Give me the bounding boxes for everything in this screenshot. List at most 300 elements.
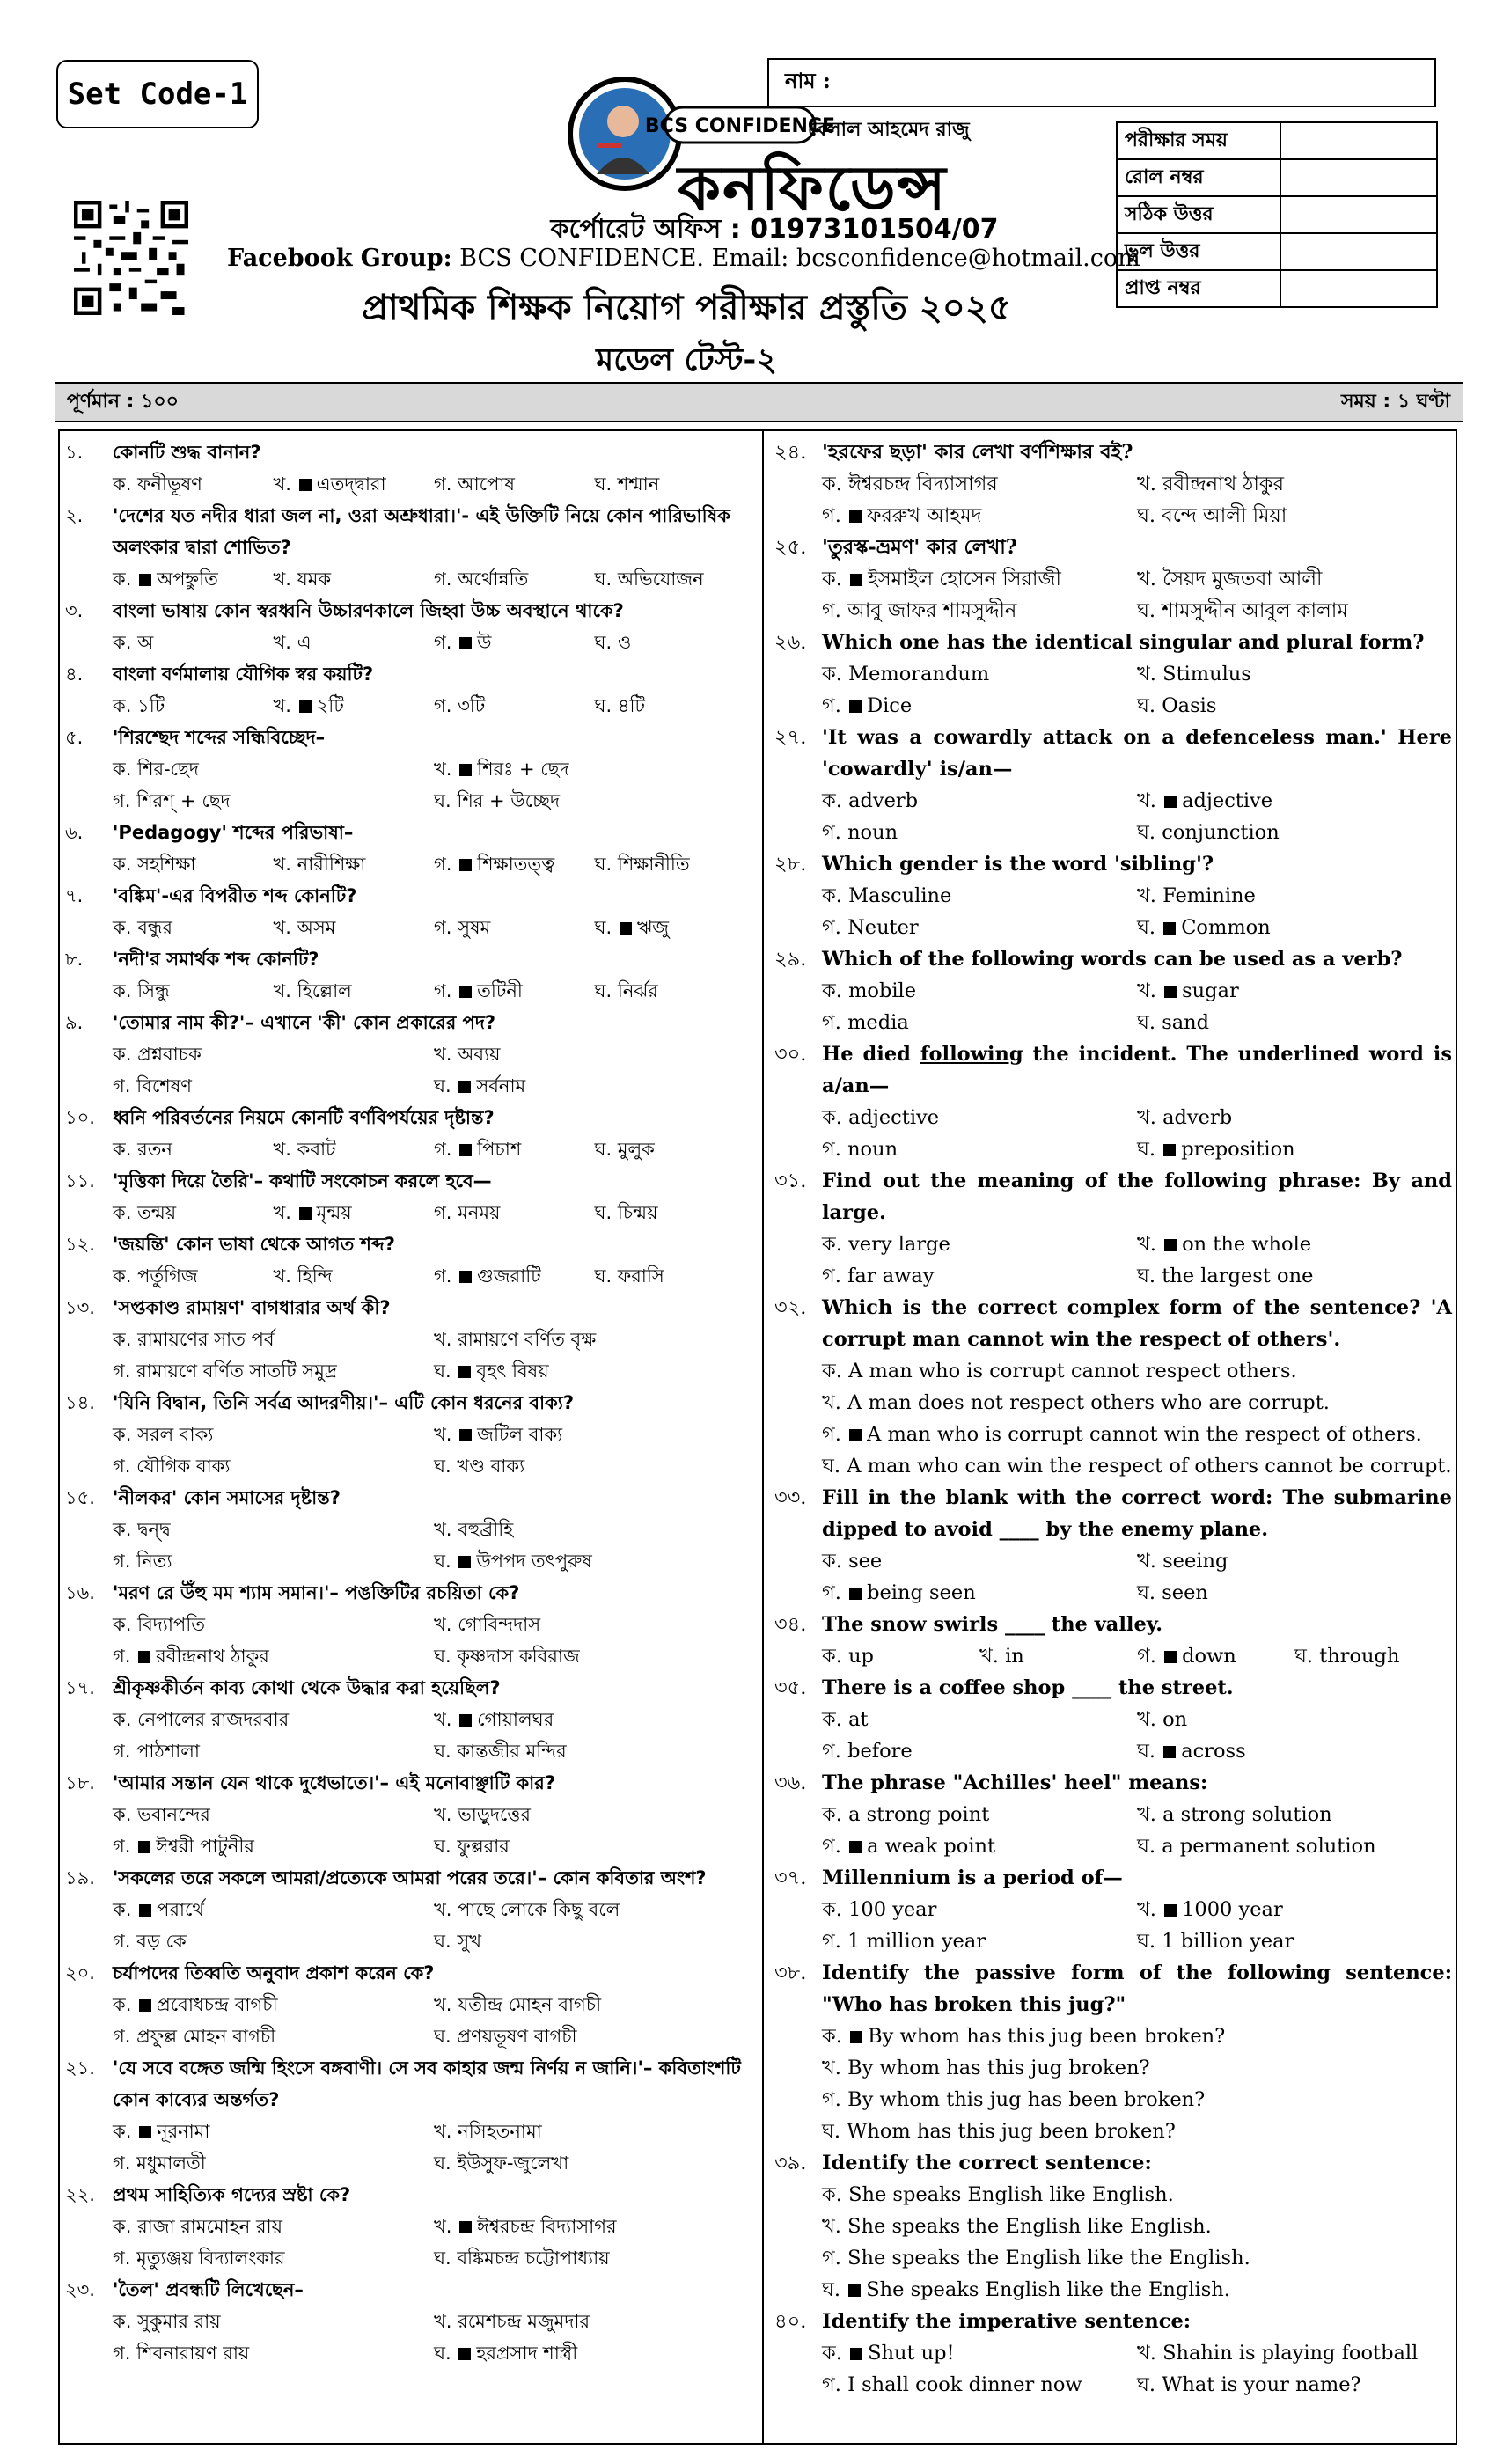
answer-option[interactable] xyxy=(434,468,595,500)
answer-option[interactable] xyxy=(434,1925,755,1957)
answer-option[interactable] xyxy=(434,2211,755,2242)
option-label: খ. xyxy=(1137,1708,1156,1731)
answer-option[interactable] xyxy=(1137,595,1452,627)
answer-option[interactable] xyxy=(822,563,1137,595)
answer-option[interactable] xyxy=(822,1577,1137,1609)
option-label: ঘ. xyxy=(594,1265,612,1287)
option-text: Neuter xyxy=(847,916,919,939)
answer-option[interactable] xyxy=(113,1735,434,1767)
option-list xyxy=(774,1894,1452,1957)
question-item xyxy=(65,1228,755,1292)
answer-option[interactable] xyxy=(1137,1704,1452,1735)
question-text: The snow swirls ____ the valley. xyxy=(822,1613,1163,1636)
name-field[interactable]: নাম : xyxy=(767,58,1436,107)
answer-option[interactable] xyxy=(822,1419,1452,1450)
option-list xyxy=(65,1324,755,1387)
option-label: খ. xyxy=(1137,2342,1156,2365)
option-label: খ. xyxy=(273,854,291,875)
correct-answer-mark-icon xyxy=(1164,986,1177,998)
question-text: Which of the following words can be used as a verb? xyxy=(822,948,1403,971)
answer-option[interactable] xyxy=(822,1704,1137,1735)
answer-option[interactable] xyxy=(113,1704,434,1735)
answer-option[interactable] xyxy=(434,2147,755,2179)
answer-option[interactable] xyxy=(434,690,595,722)
answer-option[interactable] xyxy=(113,848,274,880)
option-label: ক. xyxy=(113,1202,132,1223)
answer-option[interactable] xyxy=(434,563,595,595)
answer-option[interactable] xyxy=(113,563,274,595)
answer-option[interactable] xyxy=(113,627,274,658)
answer-option[interactable] xyxy=(822,1735,1137,1767)
question-item xyxy=(774,848,1452,943)
option-label: ঘ. xyxy=(1137,1930,1156,1953)
question-item xyxy=(65,1102,755,1165)
answer-option[interactable] xyxy=(595,848,756,880)
answer-option[interactable] xyxy=(822,1925,1137,1957)
option-list xyxy=(65,2211,755,2274)
answer-option[interactable] xyxy=(979,1640,1137,1672)
answer-option[interactable] xyxy=(113,1640,434,1672)
option-label: ক. xyxy=(113,854,132,875)
answer-option[interactable] xyxy=(1137,880,1452,912)
answer-option[interactable] xyxy=(1137,1545,1452,1577)
marks-time-bar xyxy=(55,382,1463,422)
answer-option[interactable] xyxy=(434,1038,755,1070)
answer-option[interactable] xyxy=(113,1989,434,2020)
answer-option[interactable] xyxy=(1137,1799,1452,1830)
answer-option[interactable] xyxy=(434,753,755,785)
answer-option[interactable] xyxy=(434,1419,755,1450)
option-label: ক. xyxy=(113,1424,132,1445)
answer-option[interactable] xyxy=(822,2369,1137,2401)
answer-option[interactable] xyxy=(434,1989,755,2020)
answer-option[interactable] xyxy=(434,1894,755,1925)
answer-option[interactable] xyxy=(1137,1260,1452,1292)
answer-option[interactable] xyxy=(113,468,274,500)
option-text: গোবিন্দদাস xyxy=(458,1614,541,1635)
answer-option[interactable] xyxy=(822,500,1137,532)
answer-option[interactable] xyxy=(434,785,755,817)
answer-option[interactable] xyxy=(113,2116,434,2147)
option-text: বহুব্রীহি xyxy=(458,1519,514,1540)
answer-option[interactable] xyxy=(822,2179,1452,2211)
answer-option[interactable] xyxy=(113,1133,274,1165)
answer-option[interactable] xyxy=(113,753,434,785)
answer-option[interactable] xyxy=(1137,1228,1452,1260)
answer-option[interactable] xyxy=(822,595,1137,627)
option-text: প্রণয়ভূষণ বাগচী xyxy=(457,2026,577,2047)
answer-option[interactable] xyxy=(434,1197,595,1228)
answer-option[interactable] xyxy=(434,1830,755,1862)
option-label: খ. xyxy=(273,1139,291,1160)
correct-answer-mark-icon xyxy=(848,2284,861,2297)
option-label: গ. xyxy=(113,1075,131,1096)
answer-option[interactable] xyxy=(1137,2369,1452,2401)
answer-option[interactable] xyxy=(595,1133,756,1165)
option-text: media xyxy=(847,1011,909,1034)
answer-option[interactable] xyxy=(1137,563,1452,595)
answer-option[interactable] xyxy=(113,1609,434,1640)
answer-option[interactable] xyxy=(113,1419,434,1450)
answer-option[interactable] xyxy=(274,848,435,880)
question-number: ৩৭. xyxy=(774,1866,807,1889)
option-label: ক. xyxy=(113,2216,132,2237)
score-value-cell[interactable] xyxy=(1280,196,1437,233)
option-label: খ. xyxy=(434,1994,452,2015)
correct-answer-mark-icon xyxy=(620,922,632,935)
option-text: I shall cook dinner now xyxy=(847,2373,1082,2396)
question-number: ২৭. xyxy=(774,726,807,749)
answer-option[interactable] xyxy=(434,1450,755,1482)
question-text: Fill in the blank with the correct word: The submarine dipped to avoid ____ by the enemy plane. xyxy=(822,1486,1452,1541)
option-text: ফরাসি xyxy=(617,1265,664,1287)
option-label: ঘ. xyxy=(1137,1581,1156,1604)
answer-option[interactable] xyxy=(595,690,756,722)
answer-option[interactable] xyxy=(822,1133,1137,1165)
answer-option[interactable] xyxy=(1137,1925,1452,1957)
answer-option[interactable] xyxy=(1137,1007,1452,1038)
correct-answer-mark-icon xyxy=(850,2348,862,2360)
answer-option[interactable] xyxy=(434,2337,755,2369)
answer-option[interactable] xyxy=(434,1355,755,1387)
option-label: ঘ. xyxy=(594,473,612,495)
answer-option[interactable] xyxy=(1137,975,1452,1007)
option-text: সহশিক্ষা xyxy=(137,854,196,875)
answer-option[interactable] xyxy=(822,1450,1452,1482)
option-label: ক. xyxy=(113,1044,132,1065)
answer-option[interactable] xyxy=(822,912,1137,943)
correct-answer-mark-icon xyxy=(459,1144,472,1156)
answer-option[interactable] xyxy=(822,1894,1137,1925)
answer-option[interactable] xyxy=(434,1704,755,1735)
answer-option[interactable] xyxy=(113,1545,434,1577)
question-number: ১৪. xyxy=(65,1392,95,1413)
option-list xyxy=(65,2306,755,2369)
question-number: ৩১. xyxy=(774,1170,807,1192)
answer-option[interactable] xyxy=(434,1545,755,1577)
option-label: ক. xyxy=(822,789,842,812)
option-label: খ. xyxy=(273,473,291,495)
option-label: ঘ. xyxy=(1294,1645,1314,1668)
answer-option[interactable] xyxy=(113,1450,434,1482)
answer-option[interactable] xyxy=(434,1735,755,1767)
option-label: ক. xyxy=(113,1614,132,1635)
question-number: ১৬. xyxy=(65,1582,95,1603)
option-text: ফররুখ আহমদ xyxy=(867,504,982,527)
option-list xyxy=(65,753,755,817)
option-label: গ. xyxy=(822,599,841,622)
option-label: খ. xyxy=(273,1265,291,1287)
option-label: গ. xyxy=(113,2026,131,2047)
option-text: বড় কে xyxy=(136,1931,187,1952)
answer-option[interactable] xyxy=(274,1260,435,1292)
correct-answer-mark-icon xyxy=(850,574,862,586)
answer-option[interactable] xyxy=(595,975,756,1007)
option-text: পরার্থে xyxy=(157,1899,204,1920)
answer-option[interactable] xyxy=(434,2020,755,2052)
answer-option[interactable] xyxy=(113,1830,434,1862)
answer-option[interactable] xyxy=(113,912,274,943)
answer-option[interactable] xyxy=(595,1197,756,1228)
answer-option[interactable] xyxy=(822,1545,1137,1577)
option-text: সরল বাক্য xyxy=(137,1424,214,1445)
answer-option[interactable] xyxy=(1137,468,1452,500)
score-value-cell[interactable] xyxy=(1280,270,1437,307)
answer-option[interactable] xyxy=(113,1355,434,1387)
score-value-cell[interactable] xyxy=(1280,159,1437,196)
answer-option[interactable] xyxy=(113,1799,434,1830)
answer-option[interactable] xyxy=(822,1830,1137,1862)
option-label: গ. xyxy=(434,980,452,1001)
answer-option[interactable] xyxy=(113,1260,274,1292)
option-label: খ. xyxy=(273,568,291,590)
option-text: শির-ছেদ xyxy=(137,759,199,780)
answer-option[interactable] xyxy=(595,912,756,943)
answer-option[interactable] xyxy=(434,912,595,943)
option-label: গ. xyxy=(113,1931,131,1952)
question-text: There is a coffee shop ____ the street. xyxy=(822,1676,1234,1699)
option-label: ক. xyxy=(113,568,132,590)
answer-option[interactable] xyxy=(113,975,274,1007)
answer-option[interactable] xyxy=(822,1387,1452,1419)
option-list xyxy=(65,1894,755,1957)
answer-option[interactable] xyxy=(434,1324,755,1355)
answer-option[interactable] xyxy=(113,690,274,722)
question-item xyxy=(774,1862,1452,1957)
question-number: ১৫. xyxy=(65,1487,95,1508)
answer-option[interactable] xyxy=(1137,500,1452,532)
answer-option[interactable] xyxy=(434,1260,595,1292)
option-text: A man who is corrupt cannot respect others. xyxy=(848,1360,1297,1382)
option-label: গ. xyxy=(822,1423,841,1446)
option-text: being seen xyxy=(867,1581,976,1604)
answer-option[interactable] xyxy=(822,1007,1137,1038)
answer-option[interactable] xyxy=(1294,1640,1452,1672)
answer-option[interactable] xyxy=(434,627,595,658)
correct-answer-mark-icon xyxy=(1164,1651,1177,1663)
answer-option[interactable] xyxy=(434,1514,755,1545)
answer-option[interactable] xyxy=(113,1197,274,1228)
question-number: ১৮. xyxy=(65,1772,95,1793)
answer-option[interactable] xyxy=(1137,658,1452,690)
question-text: Millennium is a period of— xyxy=(822,1866,1123,1889)
answer-option[interactable] xyxy=(274,468,435,500)
answer-option[interactable] xyxy=(822,1102,1137,1133)
correct-answer-mark-icon xyxy=(459,637,472,649)
answer-option[interactable] xyxy=(274,627,435,658)
facebook-info xyxy=(227,245,1140,272)
option-text: ঈশ্বরচন্দ্র বিদ্যাসাগর xyxy=(477,2216,617,2237)
answer-option[interactable] xyxy=(274,1197,435,1228)
option-text: কান্তজীর মন্দির xyxy=(457,1741,567,1762)
correct-answer-mark-icon xyxy=(458,1081,471,1093)
option-label: খ. xyxy=(273,632,291,653)
question-item xyxy=(65,2274,755,2369)
option-label: খ. xyxy=(434,1899,452,1920)
option-text: প্রফুল্ল মোহন বাগচী xyxy=(136,2026,276,2047)
answer-option[interactable] xyxy=(1137,1640,1294,1672)
option-text: শশ্মান xyxy=(617,473,660,495)
option-text: ফনীভূষণ xyxy=(137,473,202,495)
option-label: ক. xyxy=(822,1360,842,1382)
answer-option[interactable] xyxy=(1137,817,1452,848)
answer-option[interactable] xyxy=(1137,1830,1452,1862)
right-column xyxy=(774,436,1452,2401)
answer-option[interactable] xyxy=(822,785,1137,817)
answer-option[interactable] xyxy=(822,1228,1137,1260)
answer-option[interactable] xyxy=(434,2306,755,2337)
score-value-cell[interactable] xyxy=(1280,122,1437,159)
answer-option[interactable] xyxy=(434,1799,755,1830)
answer-option[interactable] xyxy=(595,627,756,658)
answer-option[interactable] xyxy=(274,1133,435,1165)
question-item xyxy=(774,722,1452,848)
answer-option[interactable] xyxy=(113,2020,434,2052)
answer-option[interactable] xyxy=(822,2052,1452,2084)
option-text: a permanent solution xyxy=(1162,1835,1376,1858)
answer-option[interactable] xyxy=(113,1894,434,1925)
correct-answer-mark-icon xyxy=(849,1588,862,1600)
answer-option[interactable] xyxy=(113,2337,434,2369)
answer-option[interactable] xyxy=(274,975,435,1007)
answer-option[interactable] xyxy=(113,2306,434,2337)
option-text: She speaks the English like English. xyxy=(847,2215,1212,2238)
answer-option[interactable] xyxy=(274,690,435,722)
answer-option[interactable] xyxy=(434,1609,755,1640)
answer-option[interactable] xyxy=(113,2211,434,2242)
option-label: ক. xyxy=(113,917,132,938)
option-label: ঘ. xyxy=(1137,1011,1156,1034)
correct-answer-mark-icon xyxy=(459,986,472,998)
answer-option[interactable] xyxy=(1137,912,1452,943)
option-text: উ xyxy=(477,632,492,653)
option-label: খ. xyxy=(434,1519,452,1540)
answer-option[interactable] xyxy=(113,2242,434,2274)
answer-option[interactable] xyxy=(822,2084,1452,2116)
option-text: 1 million year xyxy=(847,1930,986,1953)
option-text: Shahin is playing football xyxy=(1162,2342,1419,2365)
answer-option[interactable] xyxy=(113,785,434,817)
answer-option[interactable] xyxy=(113,1925,434,1957)
answer-option[interactable] xyxy=(822,1799,1137,1830)
option-text: প্রশ্নবাচক xyxy=(137,1044,202,1065)
answer-option[interactable] xyxy=(274,563,435,595)
answer-option[interactable] xyxy=(434,1070,755,1102)
answer-option[interactable] xyxy=(1137,1894,1452,1925)
answer-option[interactable] xyxy=(822,1355,1452,1387)
answer-option[interactable] xyxy=(595,563,756,595)
answer-option[interactable] xyxy=(822,2274,1452,2306)
option-label: ক. xyxy=(113,1994,132,2015)
answer-option[interactable] xyxy=(1137,690,1452,722)
option-text: sugar xyxy=(1182,979,1239,1002)
answer-option[interactable] xyxy=(1137,2337,1452,2369)
answer-option[interactable] xyxy=(434,2116,755,2147)
answer-option[interactable] xyxy=(822,2211,1452,2242)
answer-option[interactable] xyxy=(434,975,595,1007)
score-label: সঠিক উত্তর xyxy=(1117,196,1280,233)
option-label: ক. xyxy=(113,2311,132,2332)
option-label: খ. xyxy=(1137,789,1156,812)
option-list xyxy=(774,1704,1452,1767)
score-value-cell[interactable] xyxy=(1280,233,1437,270)
question-item xyxy=(65,1007,755,1102)
question-item xyxy=(65,1387,755,1482)
answer-option[interactable] xyxy=(113,1070,434,1102)
answer-option[interactable] xyxy=(1137,1133,1452,1165)
answer-option[interactable] xyxy=(113,2147,434,2179)
correct-answer-mark-icon xyxy=(138,1651,150,1663)
option-text: হিন্দি xyxy=(297,1265,333,1287)
option-list xyxy=(774,468,1452,532)
answer-option[interactable] xyxy=(822,690,1137,722)
answer-option[interactable] xyxy=(822,2116,1452,2147)
question-number: ৩৮. xyxy=(774,1962,807,1984)
option-text: seen xyxy=(1162,1581,1208,1604)
option-text: অপহ্নুতি xyxy=(157,568,218,590)
answer-option[interactable] xyxy=(434,1640,755,1672)
answer-option[interactable] xyxy=(822,975,1137,1007)
answer-option[interactable] xyxy=(822,468,1137,500)
option-label: গ. xyxy=(822,2088,841,2111)
answer-option[interactable] xyxy=(1137,1102,1452,1133)
option-label: খ. xyxy=(434,1614,452,1635)
option-label: খ. xyxy=(979,1645,999,1668)
option-label: ঘ. xyxy=(1137,821,1156,844)
qr-code-icon xyxy=(74,201,188,315)
question-item xyxy=(774,1165,1452,1292)
answer-option[interactable] xyxy=(434,848,595,880)
question-item xyxy=(65,1165,755,1228)
answer-option[interactable] xyxy=(1137,1577,1452,1609)
option-text: adjective xyxy=(848,1106,940,1129)
option-label: ক. xyxy=(822,2342,842,2365)
answer-option[interactable] xyxy=(113,1514,434,1545)
answer-option[interactable] xyxy=(822,2242,1452,2274)
score-label: রোল নম্বর xyxy=(1117,159,1280,196)
answer-option[interactable] xyxy=(434,1133,595,1165)
option-label: গ. xyxy=(822,1930,841,1953)
correct-answer-mark-icon xyxy=(138,1841,150,1853)
answer-option[interactable] xyxy=(822,1640,979,1672)
column-divider xyxy=(762,429,764,2445)
answer-option[interactable] xyxy=(822,817,1137,848)
option-list xyxy=(65,627,755,658)
answer-option[interactable] xyxy=(1137,785,1452,817)
answer-option[interactable] xyxy=(113,1038,434,1070)
answer-option[interactable] xyxy=(822,2020,1452,2052)
question-text: ধ্বনি পরিবর্তনের নিয়মে কোনটি বর্ণবিপর্যয়ের দৃষ্টান্ত? xyxy=(113,1107,495,1128)
answer-option[interactable] xyxy=(822,1260,1137,1292)
answer-option[interactable] xyxy=(822,880,1137,912)
option-label: গ. xyxy=(822,1581,841,1604)
answer-option[interactable] xyxy=(1137,1735,1452,1767)
answer-option[interactable] xyxy=(595,468,756,500)
answer-option[interactable] xyxy=(274,912,435,943)
option-text: Dice xyxy=(867,694,913,717)
option-text: সৈয়দ মুজতবা আলী xyxy=(1162,568,1323,590)
answer-option[interactable] xyxy=(434,2242,755,2274)
option-text: মৃন্ময় xyxy=(316,1202,352,1223)
question-number: ৩৯. xyxy=(774,2152,807,2174)
question-text: 'It was a cowardly attack on a defenceless man.' Here 'cowardly' is/an— xyxy=(822,726,1452,781)
answer-option[interactable] xyxy=(113,1324,434,1355)
answer-option[interactable] xyxy=(822,658,1137,690)
question-text: Which is the correct complex form of the sentence? 'A corrupt man cannot win the respect of others'. xyxy=(822,1296,1452,1351)
option-label: খ. xyxy=(434,759,452,780)
answer-option[interactable] xyxy=(822,2337,1137,2369)
answer-option[interactable] xyxy=(595,1260,756,1292)
